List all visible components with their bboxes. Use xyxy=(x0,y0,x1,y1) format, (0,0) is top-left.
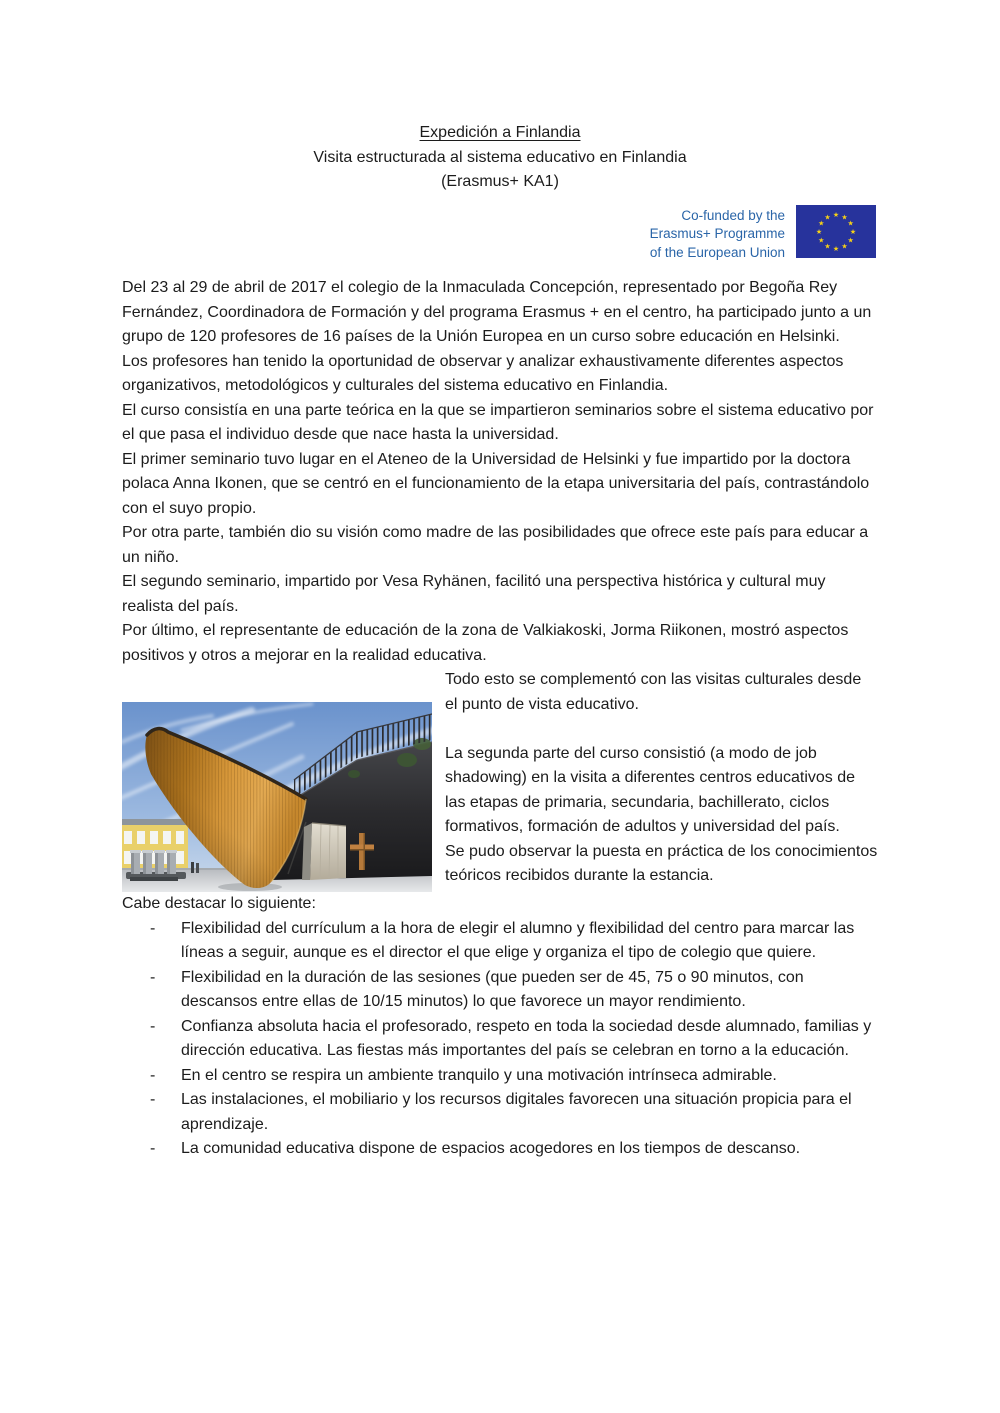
svg-text:★: ★ xyxy=(832,210,840,219)
kamppi-chapel-photo xyxy=(122,702,432,892)
list-intro: Cabe destacar lo siguiente: xyxy=(122,895,316,912)
eu-funding-text xyxy=(650,205,785,263)
paragraph: Los profesores han tenido la oportunidad de observar y analizar exhaustivamente diferentes aspectos organizativos, metodológicos y culturales del sistema educativo en Finlandia. xyxy=(122,352,844,394)
svg-text:★: ★ xyxy=(847,219,854,227)
logo-text-line: of the European Union xyxy=(649,244,785,260)
svg-text:★: ★ xyxy=(818,219,825,227)
doc-title: Expedición a Finlandia xyxy=(419,124,581,141)
dash-marker: - xyxy=(150,1017,156,1035)
highlights-list xyxy=(122,917,878,1162)
paragraph: Por último, el representante de educación de la zona de Valkiakoski, Jorma Riikonen, mostró aspectos positivos y otros a mejorar en la realidad educativa. xyxy=(122,622,849,664)
svg-text:★: ★ xyxy=(824,242,831,251)
eu-funding-logo xyxy=(122,205,876,263)
paragraph: Por otra parte, también dio su visión como madre de las posibilidades que ofrece este país para educar a un niño. xyxy=(122,524,869,566)
title-block xyxy=(122,121,878,195)
media-row xyxy=(122,668,878,892)
svg-text:★: ★ xyxy=(841,212,848,221)
paragraph: Se pudo observar la puesta en práctica de los conocimientos teóricos recibidos durante la estancia. xyxy=(445,842,878,884)
logo-text-line: Erasmus+ Programme xyxy=(649,226,785,241)
logo-text-line: Co-funded by the xyxy=(681,207,785,223)
list-item xyxy=(122,1015,878,1064)
doc-subtitle: Visita estructurada al sistema educativo en Finlandia xyxy=(313,148,687,166)
svg-text:★: ★ xyxy=(832,244,840,253)
paragraph: Todo esto se complementó con las visitas culturales desde el punto de vista educativo. xyxy=(445,671,862,713)
dash-marker: - xyxy=(150,1091,156,1108)
chapel-door xyxy=(302,823,346,880)
svg-text:★: ★ xyxy=(818,236,825,244)
dash-marker: - xyxy=(150,1066,156,1084)
svg-text:★: ★ xyxy=(849,227,857,236)
svg-text:★: ★ xyxy=(841,242,848,251)
body-text xyxy=(122,276,878,668)
list-item xyxy=(122,1088,878,1137)
paragraph: El segundo seminario, impartido por Vesa Ryhänen, facilitó una perspectiva histórica y cultural muy realista del país. xyxy=(122,573,826,615)
list-item xyxy=(122,1064,878,1089)
list-item-text: Las instalaciones, el mobiliario y los recursos digitales favorecen una situación propicia para el aprendizaje. xyxy=(181,1091,852,1133)
list-item-text: Confianza absoluta hacia el profesorado, respeto en toda la sociedad desde alumnado, familias y dirección educativa. Las fiestas más importantes del país se celebran en torno a la educación. xyxy=(181,1017,872,1059)
paragraph: Del 23 al 29 de abril de 2017 el colegio de la Inmaculada Concepción, representado por Begoña Rey Fernández, Coordinadora de Formación y del programa Erasmus + en el centro, ha participado junto a un grupo de 120 profesores de 16 países de la Unión Europea en un curso sobre educación en Helsinki. xyxy=(122,279,872,345)
media-text xyxy=(445,668,878,889)
list-item xyxy=(122,917,878,966)
list-item-text: En el centro se respira un ambiente tranquilo y una motivación intrínseca admirable. xyxy=(181,1066,777,1084)
list-item-text: Flexibilidad del currículum a la hora de elegir el alumno y flexibilidad del centro para marcar las líneas a seguir, aunque es el director el que elige y organiza el tipo de colegio que quiere. xyxy=(181,919,855,961)
paragraph: La segunda parte del curso consistió (a modo de job shadowing) en la visita a diferentes centros educativos de las etapas de primaria, secundaria, bachillerato, ciclos formativos, formación de adultos y universidad del país. xyxy=(445,744,856,835)
svg-text:★: ★ xyxy=(815,227,823,236)
svg-text:★: ★ xyxy=(824,212,831,221)
dash-marker: - xyxy=(150,1140,156,1157)
list-item-text: La comunidad educativa dispone de espacios acogedores en los tiempos de descanso. xyxy=(181,1140,801,1157)
svg-text:★: ★ xyxy=(847,236,854,244)
eu-flag-icon xyxy=(796,205,876,258)
dash-marker: - xyxy=(150,968,156,986)
paragraph: El curso consistía en una parte teórica en la que se impartieron seminarios sobre el sistema educativo por el que pasa el individuo desde que nace hasta la universidad. xyxy=(122,401,874,443)
paragraph: El primer seminario tuvo lugar en el Ateneo de la Universidad de Helsinki y fue impartido por la doctora polaca Anna Ikonen, que se centró en el funcionamiento de la etapa universitaria del país, contrastándolo con el suyo propio. xyxy=(122,450,870,517)
doc-program-line: (Erasmus+ KA1) xyxy=(441,173,559,190)
list-item xyxy=(122,1137,878,1162)
list-item-text: Flexibilidad en la duración de las sesiones (que pueden ser de 45, 75 o 90 minutos, con descansos entre ellas de 10/15 minutos) lo que favorece un mayor rendimiento. xyxy=(181,968,804,1010)
dash-marker: - xyxy=(150,919,156,937)
list-item xyxy=(122,966,878,1015)
